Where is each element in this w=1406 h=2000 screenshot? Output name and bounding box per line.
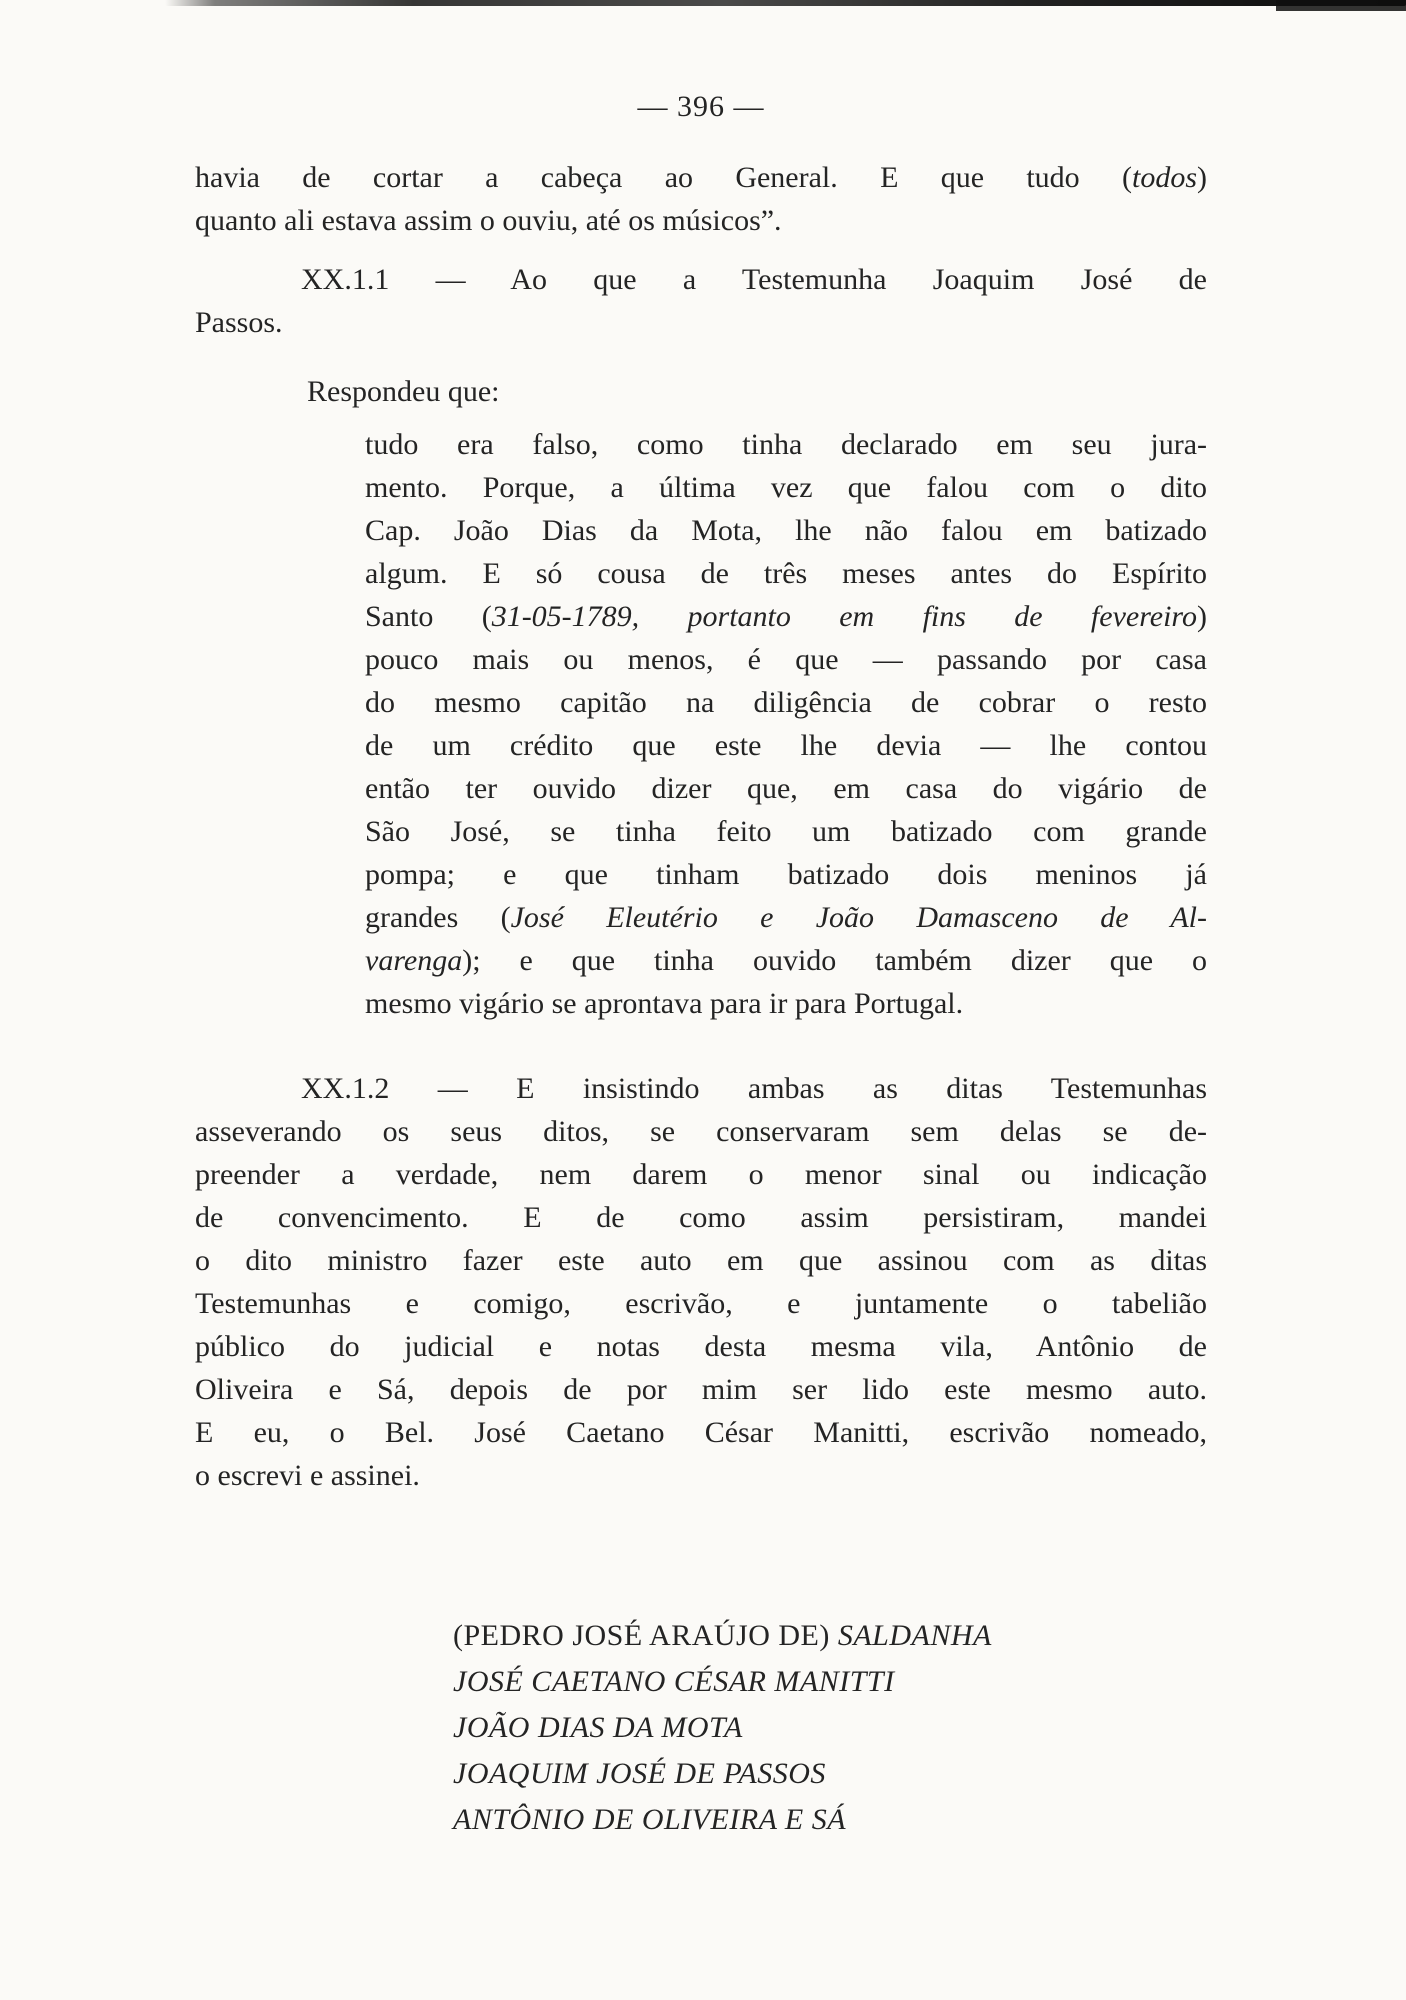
text-line [365, 638, 1207, 681]
text-segment: Oliveira e Sá, depois de por mim ser lido este mesmo auto. [195, 1373, 1207, 1406]
text-line [365, 853, 1207, 896]
italic-text-segment: 31-05-1789, portanto em fins de fevereiro [491, 600, 1197, 633]
text-line [365, 681, 1207, 724]
text-segment: algum. E só cousa de três meses antes do Espírito [365, 557, 1207, 590]
text-segment: ) [1197, 161, 1207, 194]
signature-block [453, 1613, 1207, 1843]
paragraph-xx-1-1 [195, 258, 1207, 344]
text-line [195, 1067, 1207, 1110]
text-segment: asseverando os seus ditos, se conservaram sem delas se de- [195, 1115, 1207, 1148]
text-segment: XX.1.1 — Ao que a Testemunha Joaquim José de [301, 263, 1207, 296]
text-segment: público do judicial e notas desta mesma vila, Antônio de [195, 1330, 1207, 1363]
text-segment: tudo era falso, como tinha declarado em seu jura- [365, 428, 1207, 461]
text-line [365, 466, 1207, 509]
italic-text-segment: SALDANHA [837, 1619, 992, 1652]
text-line [195, 1325, 1207, 1368]
paragraph-respondeu [307, 370, 1207, 413]
text-line [195, 1153, 1207, 1196]
paragraph-opening-quote [195, 156, 1207, 242]
text-line [195, 1239, 1207, 1282]
text-line [195, 1368, 1207, 1411]
text-segment: Respondeu que: [307, 375, 500, 408]
paragraph-xx-1-2 [195, 1067, 1207, 1497]
text-segment: mesmo vigário se aprontava para ir para Portugal. [365, 987, 964, 1020]
text-line [453, 1659, 1207, 1705]
text-line [453, 1705, 1207, 1751]
text-line [195, 199, 1207, 242]
text-line [453, 1797, 1207, 1843]
text-line [365, 552, 1207, 595]
scan-edge-artifact [165, 0, 1406, 6]
text-segment: preender a verdade, nem darem o menor sinal ou indicação [195, 1158, 1207, 1191]
text-line [365, 896, 1207, 939]
text-line [365, 423, 1207, 466]
text-segment: São José, se tinha feito um batizado com grande [365, 815, 1207, 848]
text-line [365, 810, 1207, 853]
text-segment: (PEDRO JOSÉ ARAÚJO DE) [453, 1619, 838, 1652]
text-segment: pouco mais ou menos, é que — passando por casa [365, 643, 1207, 676]
text-segment: Cap. João Dias da Mota, lhe não falou em batizado [365, 514, 1207, 547]
text-segment: do mesmo capitão na diligência de cobrar o resto [365, 686, 1207, 719]
text-segment: XX.1.2 — E insistindo ambas as ditas Testemunhas [301, 1072, 1207, 1105]
text-segment: então ter ouvido dizer que, em casa do vigário de [365, 772, 1207, 805]
italic-text-segment: José Eleutério e João Damasceno de Al- [510, 901, 1207, 934]
text-segment: Testemunhas e comigo, escrivão, e juntamente o tabelião [195, 1287, 1207, 1320]
text-segment: de convencimento. E de como assim persistiram, mandei [195, 1201, 1207, 1234]
text-segment: Santo ( [365, 600, 492, 633]
text-line [365, 939, 1207, 982]
italic-text-segment: ANTÔNIO DE OLIVEIRA E SÁ [453, 1803, 847, 1836]
text-line [195, 1282, 1207, 1325]
text-segment: quanto ali estava assim o ouviu, até os músicos”. [195, 204, 782, 237]
text-segment: E eu, o Bel. José Caetano César Manitti, escrivão nomeado, [195, 1416, 1207, 1449]
text-segment: Passos. [195, 306, 283, 339]
text-segment: o escrevi e assinei. [195, 1459, 420, 1492]
text-segment: ); e que tinha ouvido também dizer que o [462, 944, 1207, 977]
testimony-block [365, 423, 1207, 1025]
text-line [195, 156, 1207, 199]
page-number: — 396 — [637, 90, 765, 123]
page-content [195, 85, 1207, 1843]
text-segment: havia de cortar a cabeça ao General. E que tudo ( [195, 161, 1132, 194]
text-segment: pompa; e que tinham batizado dois meninos já [365, 858, 1207, 891]
text-line [195, 1411, 1207, 1454]
italic-text-segment: varenga [365, 944, 463, 977]
text-line [453, 1751, 1207, 1797]
text-line [195, 1110, 1207, 1153]
italic-text-segment: todos [1131, 161, 1197, 194]
italic-text-segment: JOÃO DIAS DA MOTA [453, 1711, 743, 1744]
text-line [195, 1196, 1207, 1239]
text-line [365, 509, 1207, 552]
text-segment: mento. Porque, a última vez que falou com o dito [365, 471, 1207, 504]
text-line [453, 1613, 1207, 1659]
text-line [307, 370, 1207, 413]
text-line [365, 767, 1207, 810]
text-line [195, 1454, 1207, 1497]
text-line [365, 724, 1207, 767]
text-line [365, 982, 1207, 1025]
text-segment: grandes ( [365, 901, 511, 934]
italic-text-segment: JOSÉ CAETANO CÉSAR MANITTI [453, 1665, 895, 1698]
text-segment: de um crédito que este lhe devia — lhe contou [365, 729, 1207, 762]
italic-text-segment: JOAQUIM JOSÉ DE PASSOS [453, 1757, 826, 1790]
text-line [365, 595, 1207, 638]
text-segment: ) [1197, 600, 1207, 633]
text-segment: o dito ministro fazer este auto em que assinou com as ditas [195, 1244, 1207, 1277]
text-line [195, 258, 1207, 301]
text-line [195, 301, 1207, 344]
